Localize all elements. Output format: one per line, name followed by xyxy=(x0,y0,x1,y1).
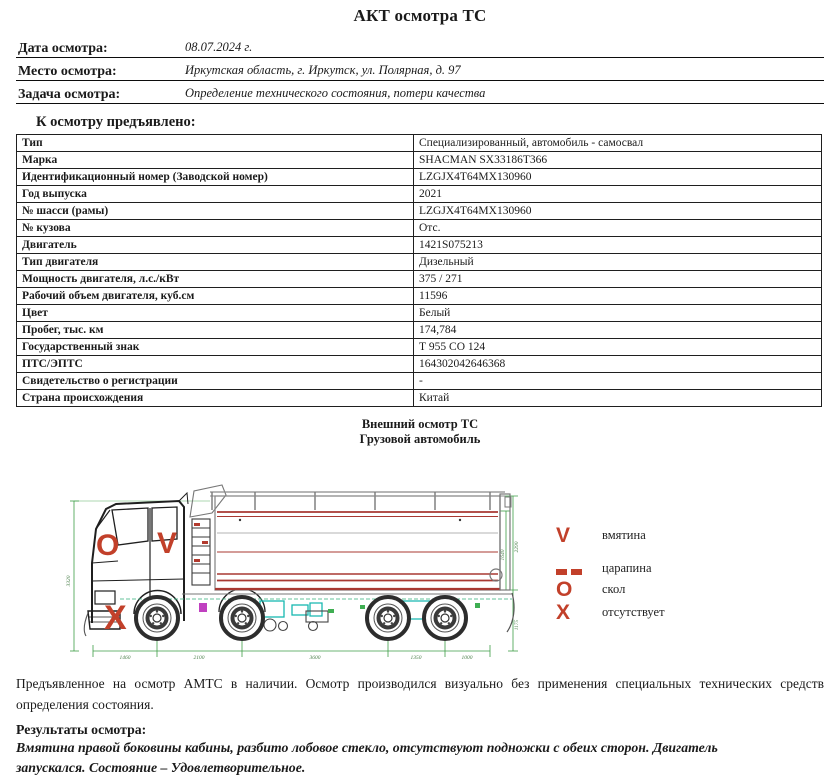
table-row xyxy=(17,339,822,356)
wheel-3 xyxy=(367,597,409,639)
spec-label: № шасси (рамы) xyxy=(17,203,414,220)
table-row xyxy=(17,152,822,169)
table-row xyxy=(17,271,822,288)
truck-diagram-area xyxy=(16,447,824,669)
dim-bottom-5: 1000 xyxy=(461,655,473,661)
spec-value: LZGJX4T64MX130960 xyxy=(414,203,822,220)
table-row xyxy=(17,390,822,407)
spec-value: LZGJX4T64MX130960 xyxy=(414,169,822,186)
results-section xyxy=(16,738,824,776)
header-fields xyxy=(16,35,824,104)
spec-value: 2021 xyxy=(414,186,822,203)
header-row-task xyxy=(16,81,824,104)
spec-value: 375 / 271 xyxy=(414,271,822,288)
table-row xyxy=(17,186,822,203)
spec-label: Тип двигателя xyxy=(17,254,414,271)
spec-label: Рабочий объем двигателя, куб.см xyxy=(17,288,414,305)
date-value: 08.07.2024 г. xyxy=(185,40,253,54)
spec-value: Т 955 СО 124 xyxy=(414,339,822,356)
table-row xyxy=(17,169,822,186)
document-content xyxy=(16,0,824,776)
legend-label: вмятина xyxy=(602,527,646,542)
table-row xyxy=(17,203,822,220)
spec-value: 174,784 xyxy=(414,322,822,339)
legend-item-dent xyxy=(556,523,646,547)
spec-value: Белый xyxy=(414,305,822,322)
wheel-2 xyxy=(221,597,263,639)
spec-value: Китай xyxy=(414,390,822,407)
dim-right-3: 1175 xyxy=(514,619,520,631)
spec-value: Отс. xyxy=(414,220,822,237)
legend-item-chip xyxy=(556,577,625,601)
missing-symbol-icon: X xyxy=(556,600,571,624)
spec-label: № кузова xyxy=(17,220,414,237)
spec-label: Свидетельство о регистрации xyxy=(17,373,414,390)
spec-label: Мощность двигателя, л.с./кВт xyxy=(17,271,414,288)
table-row xyxy=(17,220,822,237)
spec-label: Цвет xyxy=(17,305,414,322)
results-text: Вмятина правой боковины кабины, разбито лобовое стекло, отсутствуют подножки с обеих сторон. Двигатель запускался. Состояние – Удовлетворительное. xyxy=(16,740,718,775)
spec-label: Идентификационный номер (Заводской номер) xyxy=(17,169,414,186)
task-value: Определение технического состояния, потери качества xyxy=(185,86,486,100)
spec-value: 11596 xyxy=(414,288,822,305)
wheel-1 xyxy=(136,597,178,639)
spec-label: ПТС/ЭПТС xyxy=(17,356,414,373)
spec-label: Марка xyxy=(17,152,414,169)
spec-label: Пробег, тыс. км xyxy=(17,322,414,339)
dent-symbol-icon: V xyxy=(556,523,571,547)
spec-label: Тип xyxy=(17,135,414,152)
table-row xyxy=(17,288,822,305)
dim-bottom-3: 3600 xyxy=(309,655,321,661)
table-row xyxy=(17,373,822,390)
place-label: Место осмотра: xyxy=(18,64,117,79)
spec-value: Специализированный, автомобиль - самосвал xyxy=(414,135,822,152)
date-label: Дата осмотра: xyxy=(18,41,108,56)
spec-label: Двигатель xyxy=(17,237,414,254)
spec-value: - xyxy=(414,373,822,390)
dim-bottom-2: 2100 xyxy=(193,655,205,661)
table-row xyxy=(17,322,822,339)
magenta-component xyxy=(199,603,207,612)
external-inspection-line1: Внешний осмотр ТС xyxy=(361,417,479,431)
legend-label: отсутствует xyxy=(602,604,665,619)
scratch-dash-icon xyxy=(556,558,602,579)
presented-heading: К осмотру предъявлено: xyxy=(36,114,196,130)
header-row-place xyxy=(16,58,824,81)
spec-label: Страна происхождения xyxy=(17,390,414,407)
damage-legend xyxy=(556,523,756,653)
spec-value: 164302042646368 xyxy=(414,356,822,373)
dim-bottom-1: 1460 xyxy=(119,655,131,661)
dent-mark: V xyxy=(157,527,178,560)
dim-bottom-4: 1350 xyxy=(410,655,422,661)
vehicle-spec-table xyxy=(16,134,822,407)
header-row-date xyxy=(16,35,824,58)
dim-right-1: 2290 xyxy=(514,541,520,553)
presence-paragraph: Предъявленное на осмотр АМТС в наличии. Осмотр производился визуально без применения специальных технических средств определения состояния. xyxy=(16,676,824,712)
table-row xyxy=(17,135,822,152)
legend-label: царапина xyxy=(602,560,652,575)
table-row xyxy=(17,356,822,373)
dim-height-label: 3320 xyxy=(66,575,72,587)
legend-item-missing xyxy=(556,600,665,624)
spec-label: Год выпуска xyxy=(17,186,414,203)
table-row xyxy=(17,305,822,322)
wheels xyxy=(136,597,466,639)
truck-drawing xyxy=(60,463,520,663)
table-row xyxy=(17,237,822,254)
spec-label: Государственный знак xyxy=(17,339,414,356)
hoist-frame xyxy=(192,519,210,585)
place-value: Иркутская область, г. Иркутск, ул. Полярная, д. 97 xyxy=(185,63,461,77)
chip-symbol-icon: O xyxy=(556,577,573,601)
chip-mark: O xyxy=(96,529,120,562)
vehicle-type-line2: Грузовой автомобиль xyxy=(359,432,481,446)
wheel-4 xyxy=(424,597,466,639)
dim-right-2: 1640 xyxy=(500,549,506,561)
legend-label: скол xyxy=(602,581,626,596)
spec-value: SHACMAN SX33186T366 xyxy=(414,152,822,169)
external-inspection-heading xyxy=(16,417,824,447)
task-label: Задача осмотра: xyxy=(18,87,121,102)
results-heading: Результаты осмотра: xyxy=(16,722,147,737)
spec-value: 1421S075213 xyxy=(414,237,822,254)
missing-mark: X xyxy=(104,599,127,637)
table-row xyxy=(17,254,822,271)
page-title: АКТ осмотра ТС xyxy=(353,6,487,25)
spec-value: Дизельный xyxy=(414,254,822,271)
